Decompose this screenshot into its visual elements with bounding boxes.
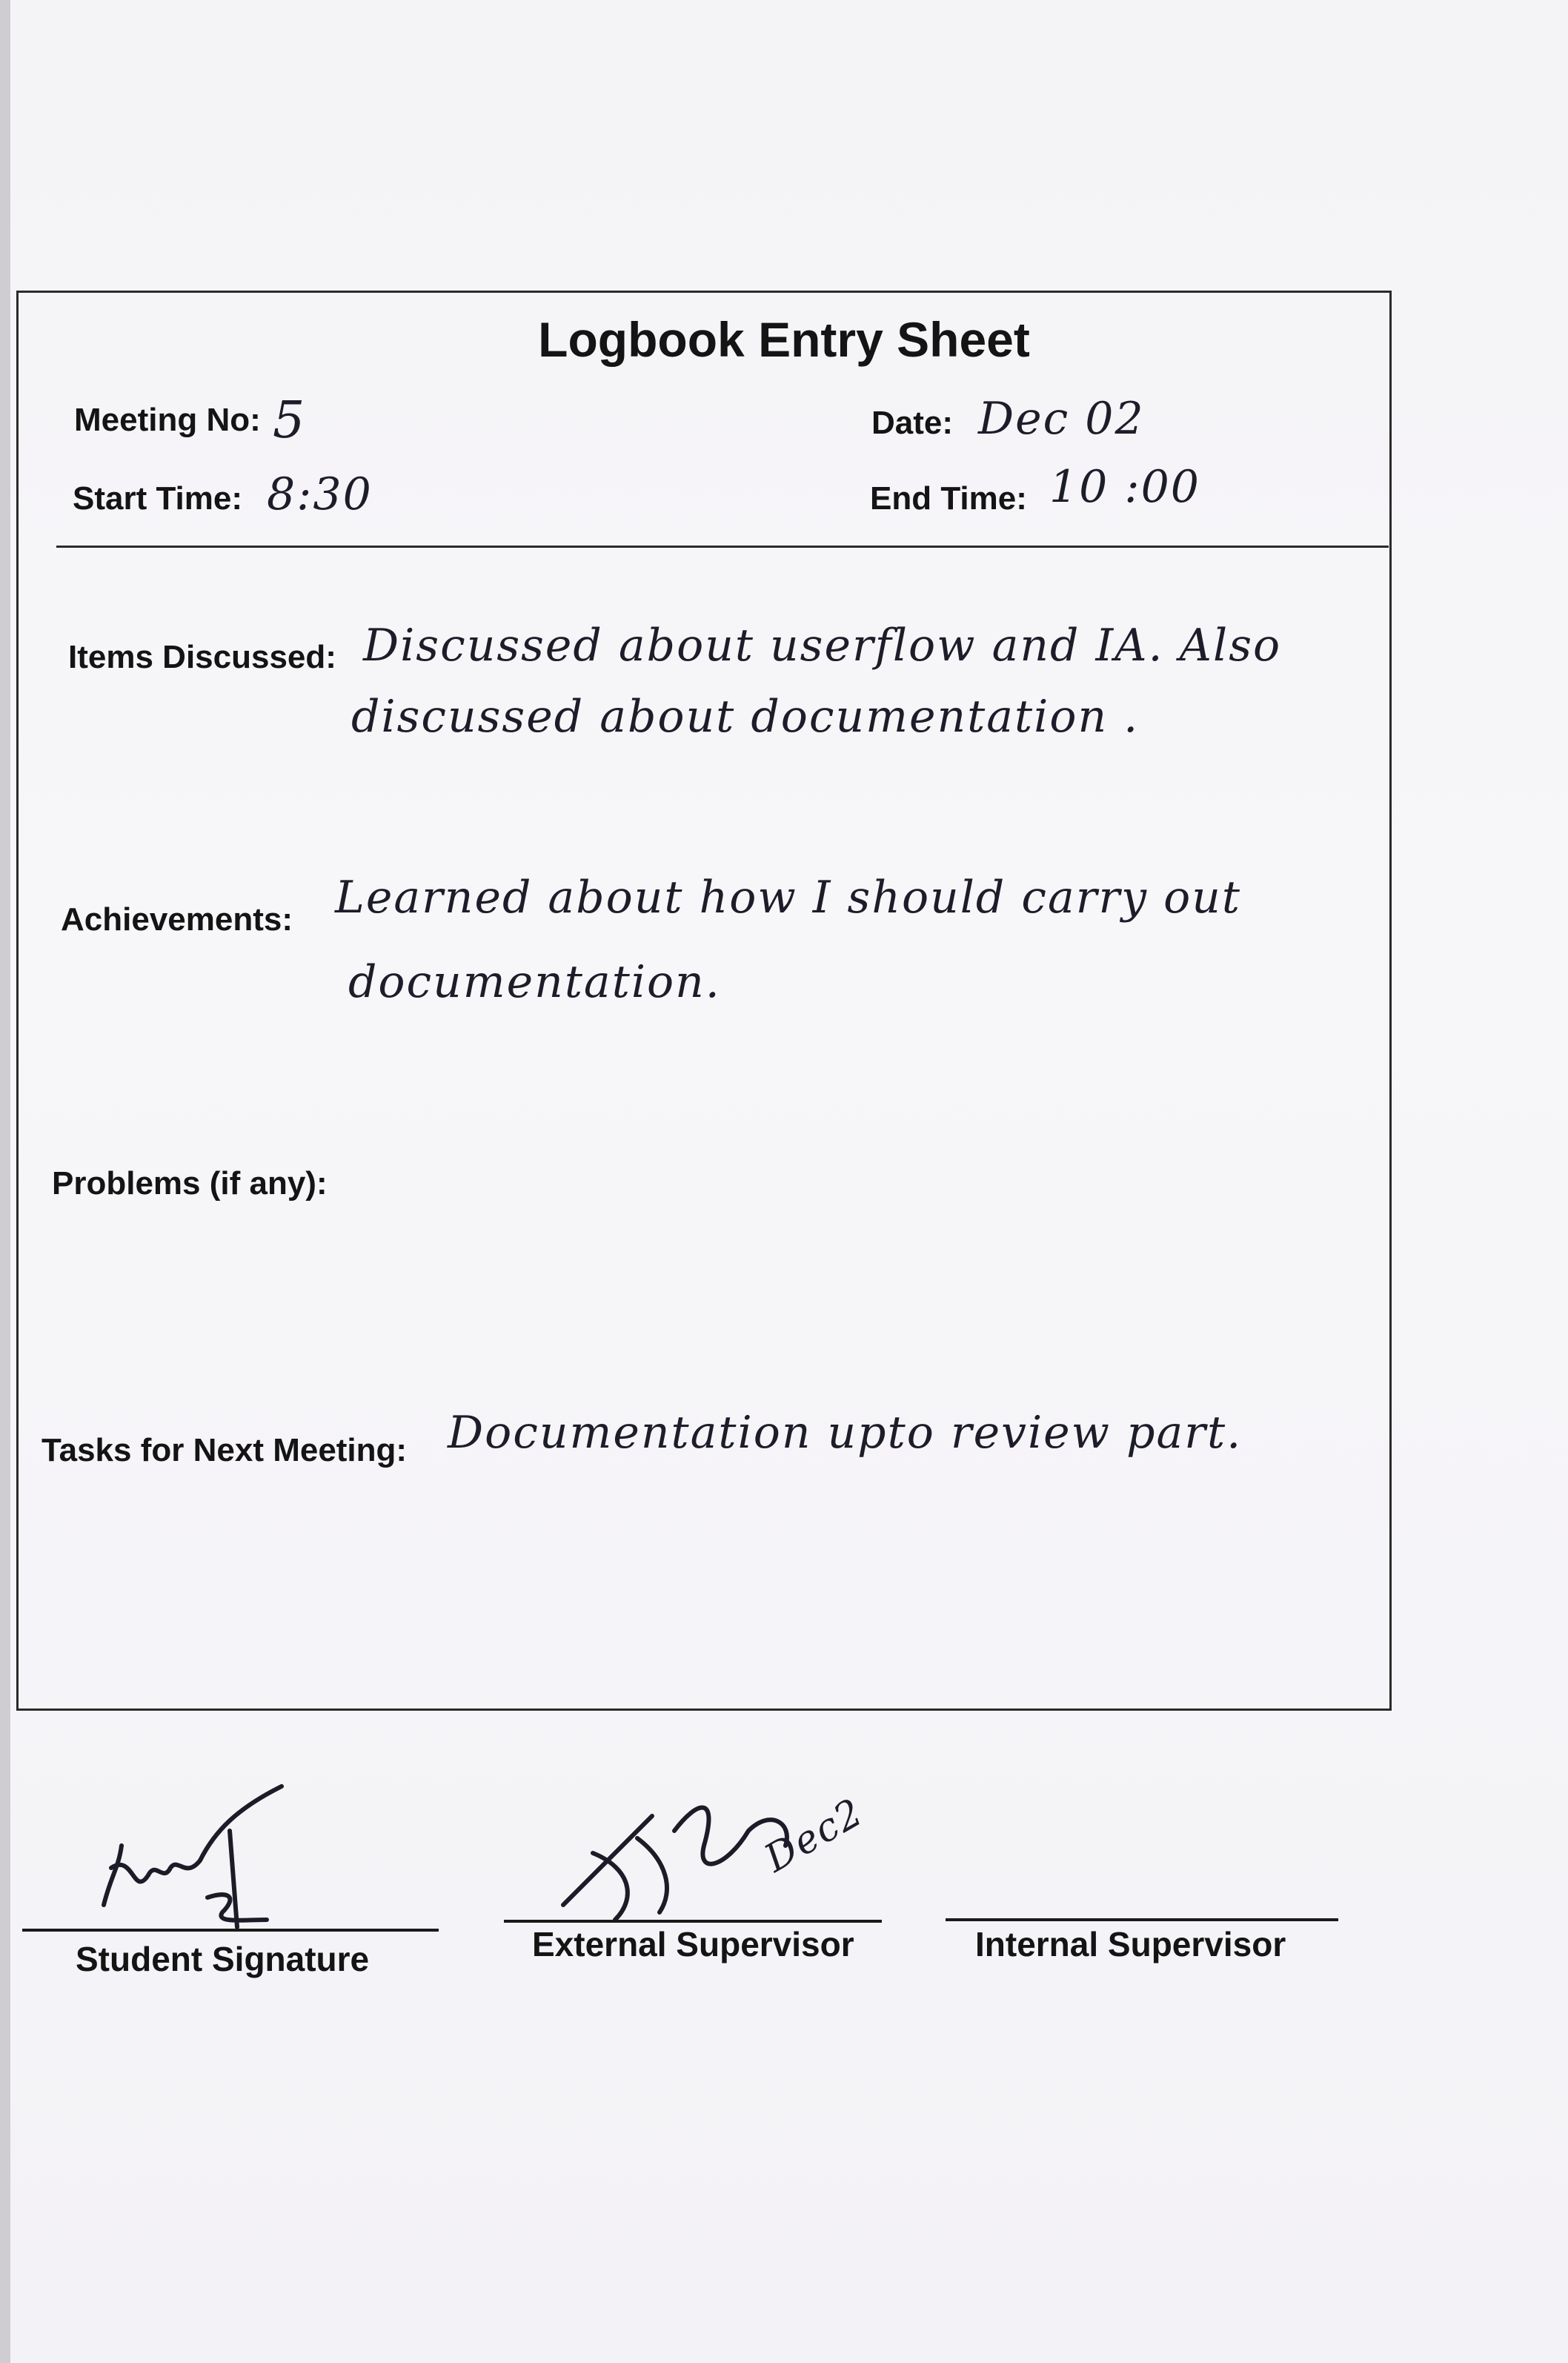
internal-supervisor-label: Internal Supervisor bbox=[975, 1925, 1286, 1963]
tasks-next-meeting-value: Documentation upto review part. bbox=[448, 1407, 1243, 1459]
items-discussed-label: Items Discussed: bbox=[68, 639, 336, 675]
page-title: Logbook Entry Sheet bbox=[538, 312, 1030, 367]
tasks-next-meeting-label: Tasks for Next Meeting: bbox=[41, 1432, 408, 1468]
items-discussed-line-1: Discussed about userflow and IA. Also bbox=[363, 620, 1282, 672]
external-supervisor-label: External Supervisor bbox=[532, 1925, 854, 1963]
internal-supervisor-line bbox=[946, 1918, 1338, 1921]
student-signature-label: Student Signature bbox=[76, 1940, 370, 1978]
end-time-label: End Time: bbox=[870, 480, 1027, 517]
achievements-line-1: Learned about how I should carry out bbox=[335, 872, 1241, 924]
items-discussed-line-2: discussed about documentation . bbox=[351, 691, 1140, 743]
header-top-rule bbox=[62, 291, 1389, 293]
meeting-no-label: Meeting No: bbox=[74, 402, 261, 438]
external-supervisor-line bbox=[504, 1920, 882, 1923]
header-divider bbox=[56, 546, 1389, 548]
meeting-no-value: 5 bbox=[273, 391, 307, 450]
start-time-value: 8:30 bbox=[267, 468, 373, 520]
problems-label: Problems (if any): bbox=[52, 1165, 328, 1202]
student-signature-line bbox=[22, 1929, 439, 1932]
end-time-value: 10 :00 bbox=[1049, 461, 1200, 513]
start-time-label: Start Time: bbox=[73, 480, 243, 517]
achievements-label: Achievements: bbox=[61, 901, 293, 938]
date-label: Date: bbox=[871, 405, 954, 441]
achievements-line-2: documentation. bbox=[348, 956, 721, 1008]
external-supervisor-date-note: Dec2 bbox=[757, 1789, 871, 1881]
date-value: Dec 02 bbox=[978, 393, 1145, 445]
student-signature-mark bbox=[89, 1786, 311, 1942]
